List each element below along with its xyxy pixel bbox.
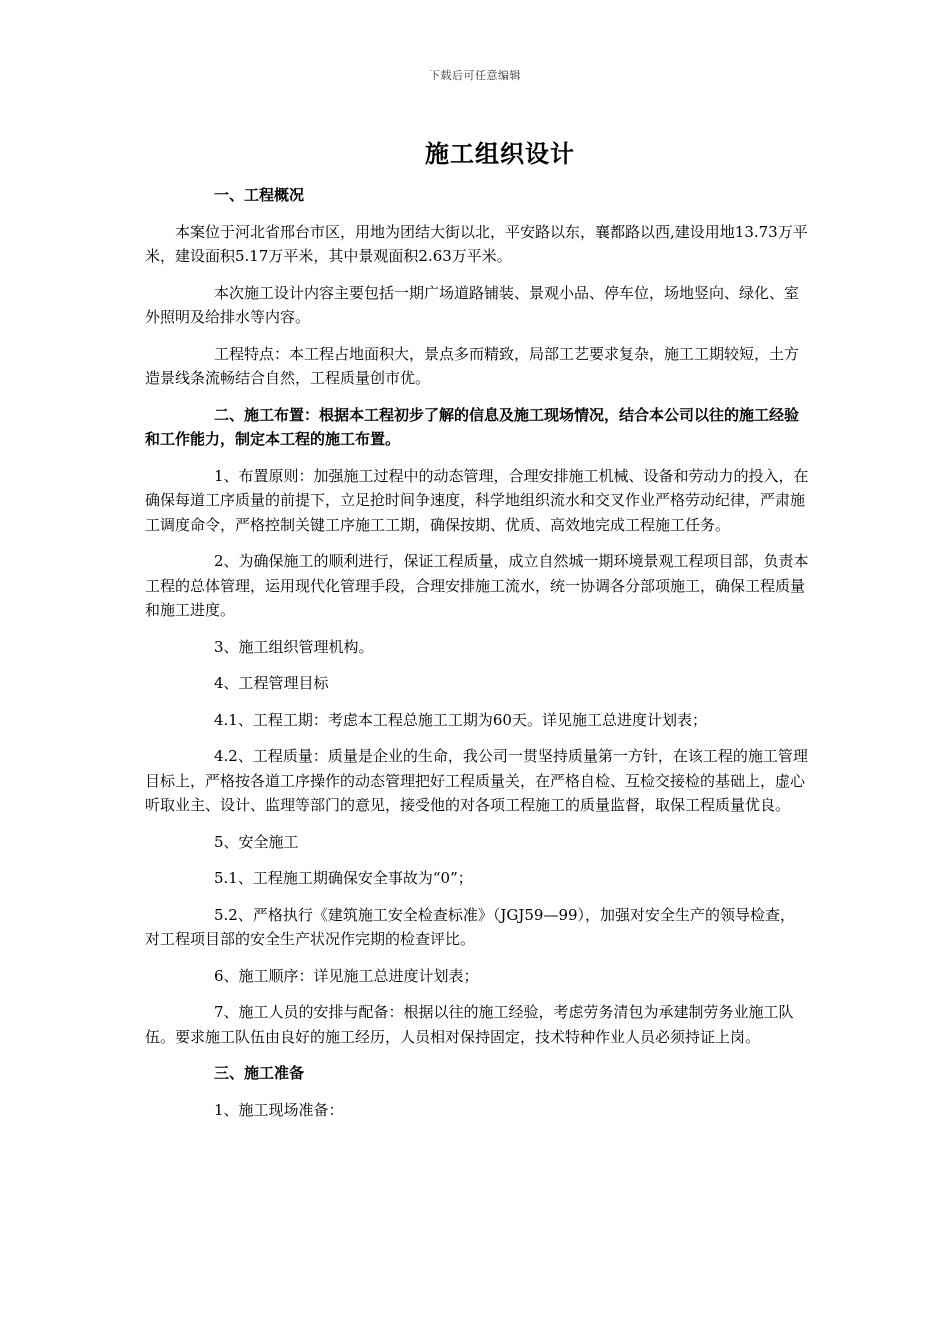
preparation-item-site: 1、施工现场准备： <box>214 1100 344 1119</box>
overview-paragraph-location: 本案位于河北省邢台市区，用地为团结大街以北，平安路以东，襄都路以西,建设用地13.73万平米，建设面积5.17万平米，其中景观面积2.63万平米。 <box>145 222 808 265</box>
layout-item-management-goals: 4、工程管理目标 <box>214 674 329 692</box>
layout-item-project-dept: 2、为确保施工的顺利进行，保证工程质量，成立自然城一期环境景观工程项目部，负责本工程的总体管理，运用现代化管理手段，合理安排施工流水，统一协调各分部项施工，确保工程质量和施工进度。 <box>145 552 809 619</box>
header-note: 下载后可任意编辑 <box>429 69 521 82</box>
layout-item-safety-standard: 5.2、严格执行《建筑施工安全检查标准》（JGJ59—99），加强对安全生产的领导检查，对工程项目部的安全生产状况作完期的检查评比。 <box>145 905 796 948</box>
layout-item-organization: 3、施工组织管理机构。 <box>214 637 374 656</box>
layout-item-safety: 5、安全施工 <box>214 832 299 851</box>
section-heading-overview: 一、工程概况 <box>214 186 305 204</box>
layout-item-sequence: 6、施工顺序：详见施工总进度计划表； <box>214 966 479 985</box>
overview-paragraph-features: 工程特点：本工程占地面积大，景点多而精致，局部工艺要求复杂，施工工期较短，土方造景线条流畅结合自然，工程质量创市优。 <box>145 344 800 387</box>
layout-item-principle: 1、布置原则：加强施工过程中的动态管理，合理安排施工机械、设备和劳动力的投入，在确保每道工序质量的前提下，立足抢时间争速度，科学地组织流水和交叉作业严格劳动纪律，严肃施工调度命令，严格控制关键工序施工工期，确保按期、优质、高效地完成工程施工任务。 <box>145 466 809 534</box>
layout-item-staffing: 7、施工人员的安排与配备：根据以往的施工经验，考虑劳务清包为承建制劳务业施工队伍。要求施工队伍由良好的施工经历，人员相对保持固定，技术特种作业人员必须持证上岗。 <box>145 1003 794 1046</box>
overview-paragraph-scope: 本次施工设计内容主要包括一期广场道路铺装、景观小品、停车位，场地竖向、绿化、室外照明及给排水等内容。 <box>145 283 800 326</box>
layout-item-quality: 4.2、工程质量：质量是企业的生命，我公司一贯坚持质量第一方针，在该工程的施工管理目标上，严格按各道工序操作的动态管理把好工程质量关，在严格自检、互检交接检的基础上，虚心听取业主、设计、监理等部门的意见，接受他的对各项工程施工的质量监督，取保工程质量优良。 <box>145 747 808 814</box>
section-heading-layout: 二、施工布置：根据本工程初步了解的信息及施工现场情况，结合本公司以往的施工经验和工作能力，制定本工程的施工布置。 <box>145 405 800 448</box>
layout-item-safety-goal: 5.1、工程施工期确保安全事故为“0”； <box>214 869 473 887</box>
section-heading-preparation: 三、施工准备 <box>214 1064 305 1082</box>
document-body <box>145 183 810 1134</box>
layout-item-schedule: 4.1、工程工期：考虑本工程总施工工期为60天。详见施工总进度计划表； <box>214 710 707 729</box>
document-title: 施工组织设计 <box>425 139 575 168</box>
